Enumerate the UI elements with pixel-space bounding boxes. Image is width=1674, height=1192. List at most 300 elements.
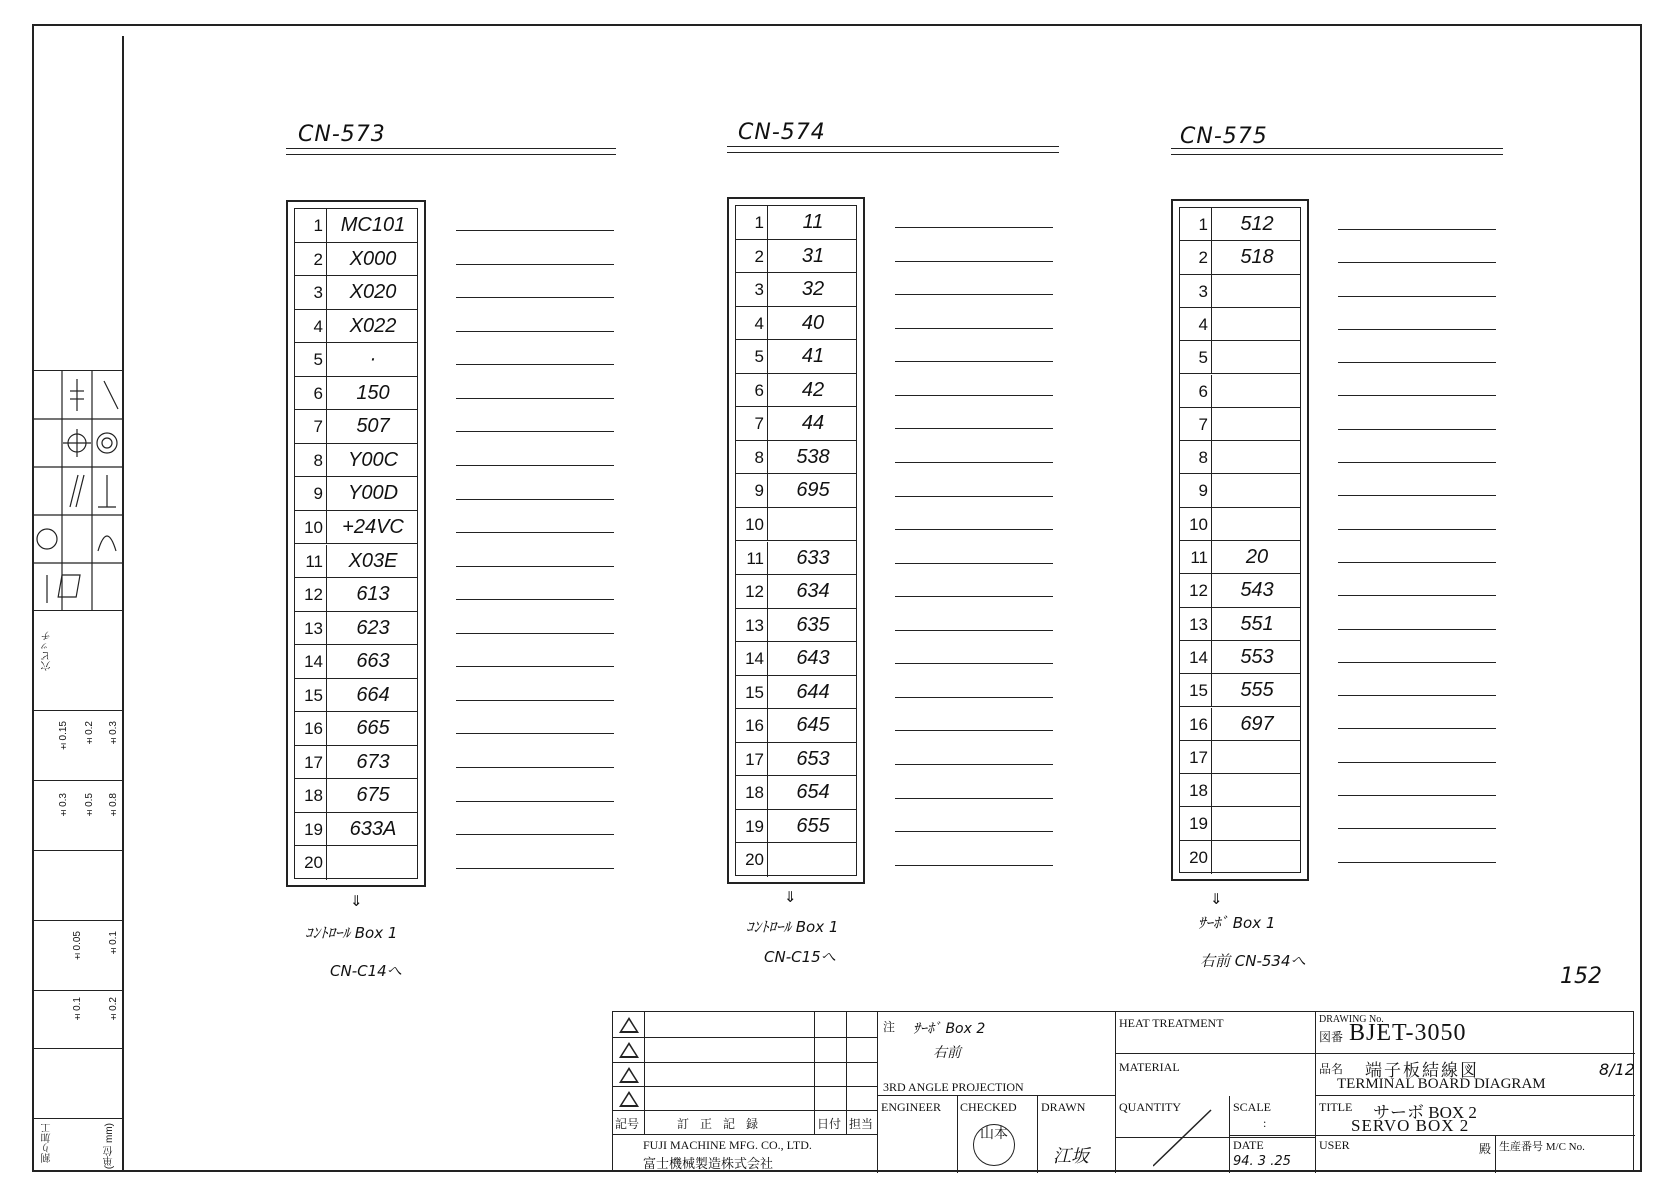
heat-col: [1116, 1012, 1316, 1173]
wire-line: [1338, 795, 1496, 796]
wire-line: [1338, 362, 1496, 363]
terminal-number: 9: [295, 477, 327, 510]
wire-line: [456, 532, 614, 533]
terminal-row: [736, 273, 856, 307]
tolerance-value: ±0.2: [108, 997, 119, 1022]
drawing-number: BJET-3050: [1349, 1020, 1467, 1046]
terminal-signal: [1218, 841, 1296, 874]
terminal-row: [736, 542, 856, 576]
terminal-row: [736, 206, 856, 240]
terminal-number: 4: [1180, 308, 1212, 340]
drawing-no-label: DRAWING No.: [1319, 1014, 1384, 1025]
user-label: USER: [1319, 1138, 1350, 1152]
terminal-number: 7: [736, 407, 768, 440]
note-text: 右前: [933, 1045, 961, 1061]
terminal-number: 8: [736, 441, 768, 474]
wire-line: [456, 230, 614, 231]
title-underline: [727, 146, 1059, 153]
wire-line: [456, 499, 614, 500]
wire-line: [456, 666, 614, 667]
terminal-number: 4: [295, 310, 327, 343]
terminal-signal: X000: [349, 247, 397, 270]
terminal-signal: 543: [1240, 579, 1274, 602]
wire-line: [1338, 862, 1496, 863]
terminal-row: [295, 243, 417, 277]
wire-line: [456, 364, 614, 365]
terminal-row: [736, 474, 856, 508]
tolerance-cell-c: [32, 850, 122, 920]
terminal-row: [295, 645, 417, 679]
terminal-number: 17: [736, 743, 768, 776]
terminal-signal: 150: [356, 381, 390, 404]
terminal-signal: 42: [801, 378, 825, 401]
terminal-number: 18: [295, 779, 327, 812]
wire-line: [1338, 662, 1496, 663]
wire-line: [895, 831, 1053, 832]
terminal-signal: 645: [796, 714, 830, 737]
terminal-signal: 635: [796, 613, 830, 636]
terminal-number: 11: [295, 545, 327, 578]
wire-line: [895, 294, 1053, 295]
tolerance-value: ±0.15: [58, 721, 69, 752]
terminal-row: [1180, 241, 1300, 274]
terminal-row: [295, 612, 417, 646]
terminal-signal: 634: [796, 580, 830, 603]
terminal-number: 1: [1180, 208, 1212, 240]
wire-line: [895, 496, 1053, 497]
terminal-number: 5: [295, 343, 327, 376]
terminal-number: 15: [736, 676, 768, 709]
terminal-signal: 663: [356, 650, 390, 673]
terminal-number: 7: [295, 410, 327, 443]
terminal-number: 14: [736, 642, 768, 675]
terminal-number: 12: [736, 575, 768, 608]
user-col: [1316, 1136, 1496, 1173]
cutting-cell: [32, 1118, 122, 1172]
terminal-row: [295, 209, 417, 243]
terminal-signal: [1218, 774, 1296, 806]
connector-title: CN-574: [738, 120, 826, 145]
company-name-jp: 富士機械製造株式会社: [643, 1156, 774, 1171]
terminal-number: 11: [1180, 541, 1212, 573]
terminal-signal: 507: [356, 415, 390, 438]
terminal-signal: 40: [801, 311, 825, 334]
terminal-signal: ·: [369, 348, 377, 371]
terminal-signal: MC101: [340, 214, 406, 236]
terminal-row: [295, 545, 417, 579]
tolerance-value: ±0.3: [58, 793, 69, 818]
terminal-number: 2: [1180, 241, 1212, 273]
terminal-row: [736, 709, 856, 743]
title-en: SERVO BOX 2: [1351, 1116, 1470, 1135]
terminal-number: 2: [736, 240, 768, 273]
terminal-number: 19: [736, 810, 768, 843]
terminal-row: [736, 743, 856, 777]
terminal-number: 12: [1180, 574, 1212, 606]
terminal-signal: 633: [796, 546, 830, 569]
terminal-number: 19: [1180, 807, 1212, 839]
terminal-number: 6: [1180, 375, 1212, 407]
terminal-number: 7: [1180, 408, 1212, 440]
terminal-row: [736, 240, 856, 274]
terminal-row: [736, 307, 856, 341]
projection-label: 3RD ANGLE PROJECTION: [883, 1080, 1024, 1094]
terminal-row: [295, 679, 417, 713]
terminal-row: [1180, 541, 1300, 574]
terminal-number: 3: [1180, 275, 1212, 307]
date-label: DATE: [1233, 1138, 1264, 1152]
terminal-row: [295, 511, 417, 545]
terminal-number: 18: [736, 776, 768, 809]
checked-stamp: 山本: [973, 1124, 1015, 1166]
terminal-signal: 11: [802, 211, 824, 233]
title-jp: サーボ BOX 2: [1373, 1103, 1477, 1122]
terminal-number: 11: [736, 542, 768, 575]
terminal-row: [1180, 341, 1300, 374]
terminal-row: [1180, 641, 1300, 674]
terminal-signal: [774, 843, 852, 877]
terminal-row: [736, 340, 856, 374]
terminal-row: [295, 343, 417, 377]
drawing-no-row: [1316, 1012, 1635, 1054]
sheet-number: 8/12: [1599, 1060, 1635, 1079]
wire-line: [456, 633, 614, 634]
wire-line: [1338, 529, 1496, 530]
company-col: [613, 1012, 878, 1173]
terminal-number: 9: [1180, 474, 1212, 506]
terminal-number: 4: [736, 307, 768, 340]
terminal-row: [1180, 275, 1300, 308]
terminal-row: [1180, 608, 1300, 641]
terminal-signal: 20: [1245, 546, 1269, 568]
wire-line: [456, 868, 614, 869]
terminal-block: [1171, 199, 1309, 881]
terminal-row: [295, 444, 417, 478]
down-arrow: ⇓: [784, 888, 797, 906]
terminal-signal: [333, 846, 413, 880]
terminal-block-inner: [294, 208, 418, 879]
note-col: [878, 1012, 1116, 1173]
terminal-signal: 664: [356, 683, 390, 706]
drawn-label: DRAWN: [1041, 1100, 1086, 1114]
terminal-number: 19: [295, 813, 327, 846]
terminal-number: 13: [1180, 608, 1212, 640]
wire-line: [895, 596, 1053, 597]
terminal-signal: 555: [1240, 679, 1274, 702]
terminal-signal: X022: [349, 314, 397, 337]
terminal-row: [736, 441, 856, 475]
revision-record-header: 訂 正 記 録: [677, 1117, 763, 1131]
terminal-number: 6: [295, 377, 327, 410]
terminal-signal: 551: [1240, 612, 1274, 635]
terminal-number: 14: [295, 645, 327, 678]
destination-note: ｺﾝﾄﾛｰﾙ Box 1: [746, 918, 839, 936]
terminal-signal: 697: [1240, 712, 1274, 735]
wire-line: [456, 566, 614, 567]
company-name-en: FUJI MACHINE MFG. CO., LTD.: [643, 1138, 812, 1152]
terminal-row: [1180, 408, 1300, 441]
terminal-signal: X020: [349, 281, 397, 304]
terminal-number: 12: [295, 578, 327, 611]
terminal-block-inner: [735, 205, 857, 876]
wire-line: [456, 465, 614, 466]
item-name-en: TERMINAL BOARD DIAGRAM: [1337, 1076, 1546, 1092]
terminal-row: [736, 843, 856, 877]
note-label: 注: [883, 1020, 896, 1034]
wire-line: [456, 264, 614, 265]
terminal-number: 13: [736, 609, 768, 642]
tolerance-value: ±0.2: [84, 721, 95, 746]
terminal-row: [736, 609, 856, 643]
terminal-number: 13: [295, 612, 327, 645]
wire-line: [895, 764, 1053, 765]
wire-line: [456, 801, 614, 802]
terminal-row: [736, 642, 856, 676]
tolerance-cell-f: [32, 1048, 122, 1118]
terminal-row: [1180, 474, 1300, 507]
terminal-number: 20: [1180, 841, 1212, 874]
terminal-number: 9: [736, 474, 768, 507]
terminal-number: 20: [295, 846, 327, 880]
date-value: 94. 3 .25: [1233, 1154, 1291, 1169]
tolerance-value: ±0.05: [72, 931, 83, 962]
tolerance-cell-d: [32, 920, 122, 990]
terminal-row: [1180, 841, 1300, 874]
wire-line: [895, 630, 1053, 631]
connector-title: CN-573: [298, 122, 386, 147]
terminal-signal: 644: [796, 680, 830, 703]
heat-treatment-label: HEAT TREATMENT: [1119, 1016, 1224, 1030]
unit-label: (単位 mm): [104, 1123, 115, 1170]
wire-line: [1338, 296, 1496, 297]
terminal-row: [295, 813, 417, 847]
wire-line: [1338, 329, 1496, 330]
wire-line: [456, 431, 614, 432]
user-suffix: 殿: [1479, 1142, 1492, 1156]
terminal-row: [736, 776, 856, 810]
terminal-row: [736, 374, 856, 408]
terminal-row: [736, 810, 856, 844]
wire-line: [1338, 595, 1496, 596]
item-name-row: [1316, 1054, 1635, 1096]
title-label: TITLE: [1319, 1100, 1353, 1114]
wire-line: [895, 428, 1053, 429]
terminal-row: [1180, 574, 1300, 607]
terminal-number: 16: [736, 709, 768, 742]
terminal-number: 20: [736, 843, 768, 877]
wire-line: [1338, 229, 1496, 230]
terminal-signal: [1218, 408, 1296, 440]
terminal-signal: [1218, 508, 1296, 540]
wire-line: [1338, 462, 1496, 463]
terminal-signal: [1218, 341, 1296, 373]
wire-line: [895, 261, 1053, 262]
terminal-block: [727, 197, 865, 884]
terminal-row: [295, 377, 417, 411]
wire-line: [895, 462, 1053, 463]
terminal-row: [736, 407, 856, 441]
terminal-row: [1180, 375, 1300, 408]
wire-line: [456, 700, 614, 701]
terminal-row: [1180, 807, 1300, 840]
destination-note: ｺﾝﾄﾛｰﾙ Box 1: [305, 924, 398, 942]
scale-value: :: [1263, 1116, 1267, 1130]
wire-line: [456, 331, 614, 332]
terminal-row: [1180, 441, 1300, 474]
tolerance-value: ±0.8: [108, 793, 119, 818]
terminal-row: [1180, 708, 1300, 741]
revision-date-header: 日付: [817, 1117, 842, 1131]
terminal-number: 15: [295, 679, 327, 712]
terminal-number: 16: [1180, 708, 1212, 740]
terminal-signal: Y00D: [347, 482, 399, 505]
terminal-signal: 623: [356, 616, 390, 639]
connector-title: CN-575: [1180, 124, 1268, 149]
terminal-row: [736, 508, 856, 542]
terminal-signal: 675: [356, 784, 390, 807]
page-mark: 152: [1560, 964, 1602, 989]
terminal-number: 3: [295, 276, 327, 309]
tolerance-value: ±0.5: [84, 793, 95, 818]
terminal-row: [295, 477, 417, 511]
terminal-signal: X03E: [348, 549, 398, 572]
wire-line: [895, 663, 1053, 664]
wire-line: [456, 733, 614, 734]
drawn-name: 江坂: [1053, 1146, 1089, 1167]
tolerance-value: ±0.1: [108, 931, 119, 956]
terminal-signal: [1218, 375, 1296, 407]
terminal-signal: 518: [1240, 246, 1274, 269]
terminal-signal: 655: [796, 814, 830, 837]
terminal-row: [295, 310, 417, 344]
terminal-row: [295, 746, 417, 780]
terminal-number: 18: [1180, 774, 1212, 806]
terminal-signal: 32: [801, 278, 825, 301]
wire-line: [456, 767, 614, 768]
title-underline: [286, 148, 616, 155]
terminal-signal: 538: [796, 445, 830, 468]
cutting-label: 割り加工: [42, 1123, 53, 1163]
revision-mark-header: 記号: [615, 1117, 640, 1131]
terminal-number: 5: [736, 340, 768, 373]
destination-note: CN-C14へ: [330, 962, 402, 980]
tolerance-value: ±0.3: [108, 721, 119, 746]
terminal-number: 1: [736, 206, 768, 239]
item-name-label: 品名: [1319, 1062, 1344, 1076]
geometric-symbols: [32, 370, 122, 610]
wire-line: [895, 798, 1053, 799]
wire-line: [456, 398, 614, 399]
tolerance-cell-e: [32, 990, 122, 1048]
terminal-row: [295, 846, 417, 880]
terminal-number: 8: [295, 444, 327, 477]
destination-note: ｻｰﾎﾞ Box 1: [1198, 914, 1276, 932]
terminal-number: 10: [736, 508, 768, 541]
wire-line: [456, 297, 614, 298]
terminal-row: [736, 575, 856, 609]
scale-label: SCALE: [1233, 1100, 1272, 1114]
terminal-row: [295, 276, 417, 310]
terminal-signal: [1218, 308, 1296, 340]
terminal-signal: 665: [356, 717, 390, 740]
terminal-signal: [774, 508, 852, 541]
wire-line: [1338, 629, 1496, 630]
terminal-row: [1180, 741, 1300, 774]
wire-line: [895, 529, 1053, 530]
terminal-signal: 31: [801, 244, 825, 267]
terminal-signal: 653: [796, 747, 830, 770]
wire-line: [1338, 695, 1496, 696]
terminal-row: [295, 779, 417, 813]
terminal-block-inner: [1179, 207, 1301, 873]
terminal-signal: 41: [801, 345, 825, 368]
note-text: ｻｰﾎﾞ Box 2: [913, 1021, 986, 1037]
wire-line: [895, 730, 1053, 731]
terminal-row: [1180, 208, 1300, 241]
terminal-number: 3: [736, 273, 768, 306]
item-name-jp: 端子板結線図: [1365, 1061, 1479, 1080]
wire-line: [1338, 562, 1496, 563]
checked-label: CHECKED: [960, 1100, 1017, 1114]
terminal-row: [736, 676, 856, 710]
terminal-signal: 613: [356, 583, 390, 606]
terminal-number: 10: [1180, 508, 1212, 540]
terminal-signal: [1218, 741, 1296, 773]
quantity-label: QUANTITY: [1119, 1100, 1181, 1114]
wire-line: [895, 865, 1053, 866]
terminal-row: [1180, 508, 1300, 541]
wire-line: [1338, 728, 1496, 729]
wire-line: [1338, 495, 1496, 496]
wire-line: [895, 227, 1053, 228]
down-arrow: ⇓: [350, 892, 363, 910]
terminal-number: 17: [1180, 741, 1212, 773]
engineer-label: ENGINEER: [881, 1100, 941, 1114]
wire-line: [895, 697, 1053, 698]
wire-line: [895, 563, 1053, 564]
terminal-signal: 44: [801, 412, 825, 435]
terminal-number: 15: [1180, 674, 1212, 706]
wire-line: [895, 395, 1053, 396]
wire-line: [895, 328, 1053, 329]
terminal-number: 2: [295, 243, 327, 276]
terminal-row: [295, 410, 417, 444]
terminal-number: 16: [295, 712, 327, 745]
hole-pitch-label: 穴ピッチ: [42, 631, 53, 671]
terminal-signal: [1218, 474, 1296, 506]
wire-line: [895, 361, 1053, 362]
wire-line: [456, 834, 614, 835]
tolerance-cell-b: [32, 780, 122, 850]
wire-line: [1338, 828, 1496, 829]
terminal-number: 14: [1180, 641, 1212, 673]
terminal-signal: Y00C: [347, 448, 399, 471]
tolerance-cell-a: [32, 710, 122, 780]
terminal-block: [286, 200, 426, 887]
terminal-row: [1180, 674, 1300, 707]
revision-person-header: 担当: [849, 1117, 874, 1131]
terminal-number: 8: [1180, 441, 1212, 473]
terminal-signal: [1218, 807, 1296, 839]
wire-line: [1338, 762, 1496, 763]
terminal-row: [295, 712, 417, 746]
terminal-row: [295, 578, 417, 612]
destination-note: 右前 CN-534へ: [1200, 952, 1306, 970]
terminal-signal: 643: [796, 647, 830, 670]
terminal-signal: +24VC: [342, 515, 404, 538]
terminal-row: [1180, 774, 1300, 807]
terminal-signal: 512: [1240, 213, 1274, 235]
